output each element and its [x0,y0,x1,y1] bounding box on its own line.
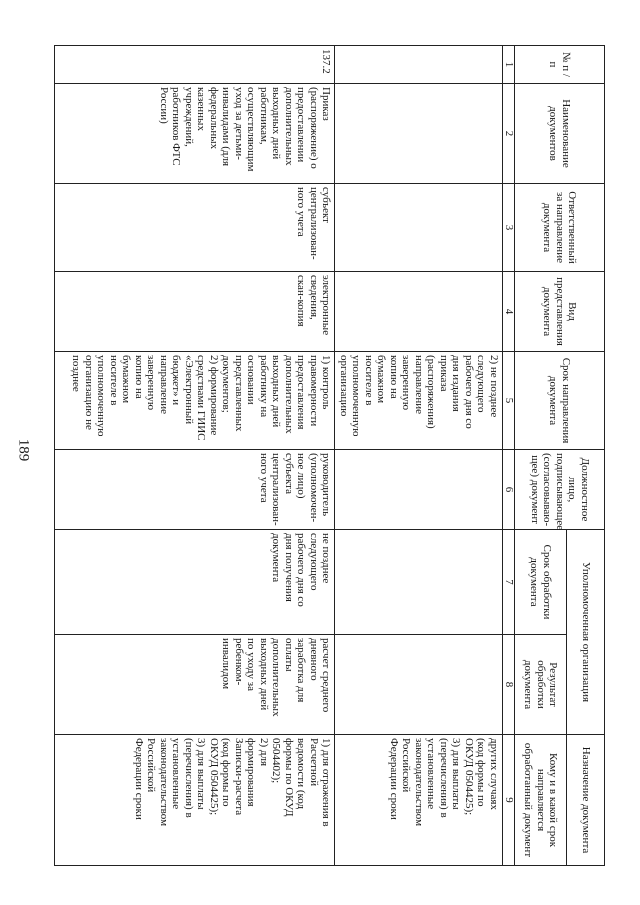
document-table [55,45,606,866]
column-number-row [503,46,515,866]
cell-responsible [335,184,503,272]
header-group-purpose: Назначение документа [567,735,605,866]
column-number: 8 [503,635,515,735]
cell-processing-time: не позднее следующего рабочего дня со дня получения документа [55,530,335,635]
header-group-authorized-org: Уполномоченная организация [567,530,605,735]
column-number: 9 [503,735,515,866]
cell-processing-result [335,635,503,735]
header-col-signer: Должностное лицо, подписывающее (согласовываю-щее) документ [515,450,605,530]
header-col-processing-result: Результат обработки документа [515,635,567,735]
header-col-recipient: Кому и в какой срок направляется обработанный документ [515,735,567,866]
cell-responsible: субъект централизован- ного учета [55,184,335,272]
header-col-format: Вид представления документа [515,272,605,352]
cell-format: электронные сведения, скан-копия [55,272,335,352]
header-col-deadline: Срок направления документа [515,352,605,450]
cell-doc-name [335,84,503,184]
cell-processing-result: расчет среднего дневного заработка для оплаты дополнительных выходных дней по уходу за ребенком- инвалидом [55,635,335,735]
column-number: 2 [503,84,515,184]
page-number: 189 [15,438,32,462]
column-number: 6 [503,450,515,530]
header-col-doc-name: Наименование документов [515,84,605,184]
header-col-number: № п / п [515,46,605,84]
column-number: 5 [503,352,515,450]
cell-format [335,272,503,352]
cell-doc-name: Приказ (распоряжение) о предоставлении дополнительных выходных дней работникам, осуществляющим уход за детьми- инвалидами (для федеральных казенных учреждений, работников ФТС России) [55,84,335,184]
table-row [335,46,503,866]
cell-deadline: 1) контроль правомерности предоставления дополнительных выходных дней работнику на основании представленных документов; 2) формирование средствами ГИИС «Электронный бюджет» и направление заверенную копию на бумажном носителе в уполномоченную организацию не позднее [55,352,335,450]
cell-number [335,46,503,84]
header-row-group [567,46,605,866]
header-col-processing-time: Срок обработки документа [515,530,567,635]
table-row [55,46,335,866]
cell-signer: руководитель (уполномочен- ное лицо) субъекта централизован- ного учета [55,450,335,530]
column-number: 7 [503,530,515,635]
header-col-responsible: Ответственный за направление документа [515,184,605,272]
cell-signer [335,450,503,530]
cell-recipient: 1) для отражения в Расчетной ведомости (код формы по ОКУД 0504402); 2) для формирования Записки-расчета (код формы по ОКУД 0504425); 3) для выплаты (перечисления) в установленные законодательством Российской Федерации сроки [55,735,335,866]
rotated-page-content [45,45,605,865]
cell-processing-time [335,530,503,635]
cell-recipient: других случаях (код формы по ОКУД 0504425); 3) для выплаты (перечисления) в установленные законодательством Российской Федерации сроки [335,735,503,866]
cell-number: 137.2 [55,46,335,84]
column-number: 4 [503,272,515,352]
cell-deadline: 2) не позднее следующего рабочего дня со дня издания приказа (распоряжения) направление заверенную копию на бумажном носителе в уполномоченную организацию [335,352,503,450]
column-number: 3 [503,184,515,272]
column-number: 1 [503,46,515,84]
